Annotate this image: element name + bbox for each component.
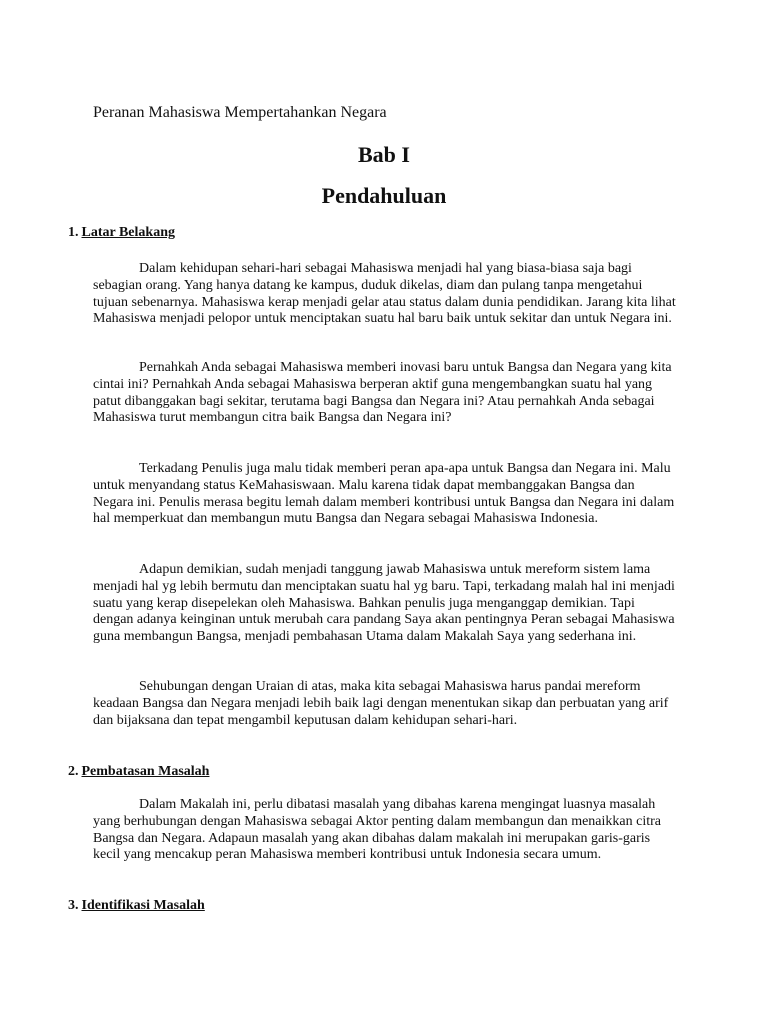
paragraph: Adapun demikian, sudah menjadi tanggung jawab Mahasiswa untuk mereform sistem lama menjadi hal yg lebih bermutu dan menciptakan suatu hal yg baru. Tapi, terkadang malah hal ini menjadi suatu yang kerap disepelekan oleh Mahasiswa. Bahkan penulis juga menganggap demikian. Tapi dengan adanya keinginan untuk merubah cara pandang Saya akan pentingnya Peran sebagai Mahasiswa guna membangun Bangsa, menjadi pembahasan Utama dalam Makalah Saya yang sederhana ini. <box>93 562 675 645</box>
section-title: Latar Belakang <box>81 225 175 240</box>
section-title: Pembatasan Masalah <box>81 764 210 779</box>
section-number: 1. <box>68 225 79 240</box>
chapter-number: Bab I <box>358 142 410 167</box>
section-heading-identifikasi-masalah <box>68 898 205 914</box>
section-number: 2. <box>68 764 79 779</box>
paragraph: Pernahkah Anda sebagai Mahasiswa memberi inovasi baru untuk Bangsa dan Negara yang kita cintai ini? Pernahkah Anda sebagai Mahasiswa berperan aktif guna mengembangkan suatu hal yang patut dibanggakan bagi sekitar, terutama bagi Bangsa dan Negara ini? Atau pernahkah Anda sebagai Mahasiswa turut membangun citra baik Bangsa dan Negara ini? <box>93 360 672 426</box>
document-title: Peranan Mahasiswa Mempertahankan Negara <box>93 104 387 121</box>
section-heading-pembatasan-masalah <box>68 764 209 780</box>
chapter-title: Pendahuluan <box>321 183 447 208</box>
section-number: 3. <box>68 898 79 913</box>
section-heading-latar-belakang <box>68 225 175 241</box>
section-title: Identifikasi Masalah <box>81 898 205 913</box>
paragraph: Sehubungan dengan Uraian di atas, maka kita sebagai Mahasiswa harus pandai mereform keadaan Bangsa dan Negara menjadi lebih baik lagi dengan menentukan sikap dan perbuatan yang arif dan bijaksana dan tepat mengambil keputusan dalam kehidupan sehari-hari. <box>93 679 669 728</box>
paragraph: Dalam kehidupan sehari-hari sebagai Mahasiswa menjadi hal yang biasa-biasa saja bagi sebagian orang. Yang hanya datang ke kampus, duduk dikelas, diam dan pulang tanpa mengetahui tujuan sebenarnya. Mahasiswa kerap menjadi gelar atau status dalam dunia pendidikan. Jarang kita lihat Mahasiswa menjadi pelopor untuk menciptakan suatu hal baru baik untuk sekitar dan untuk Negara ini. <box>93 261 676 327</box>
paragraph: Terkadang Penulis juga malu tidak memberi peran apa-apa untuk Bangsa dan Negara ini. Malu untuk menyandang status KeMahasiswaan. Malu karena tidak dapat membanggakan Bangsa dan Negara ini. Penulis merasa begitu lemah dalam memberi kontribusi untuk Bangsa dan Negara ini dalam hal memperkuat dan membangun mutu Bangsa dan Negara sebagai Mahasiswa Indonesia. <box>93 461 675 527</box>
paragraph: Dalam Makalah ini, perlu dibatasi masalah yang dibahas karena mengingat luasnya masalah yang berhubungan dengan Mahasiswa sebagai Aktor penting dalam membangun dan menaikkan citra Bangsa dan Negara. Adapaun masalah yang akan dibahas dalam makalah ini merupakan garis-garis kecil yang mencakup peran Mahasiswa memberi kontribusi untuk Indonesia secara umum. <box>93 797 661 863</box>
